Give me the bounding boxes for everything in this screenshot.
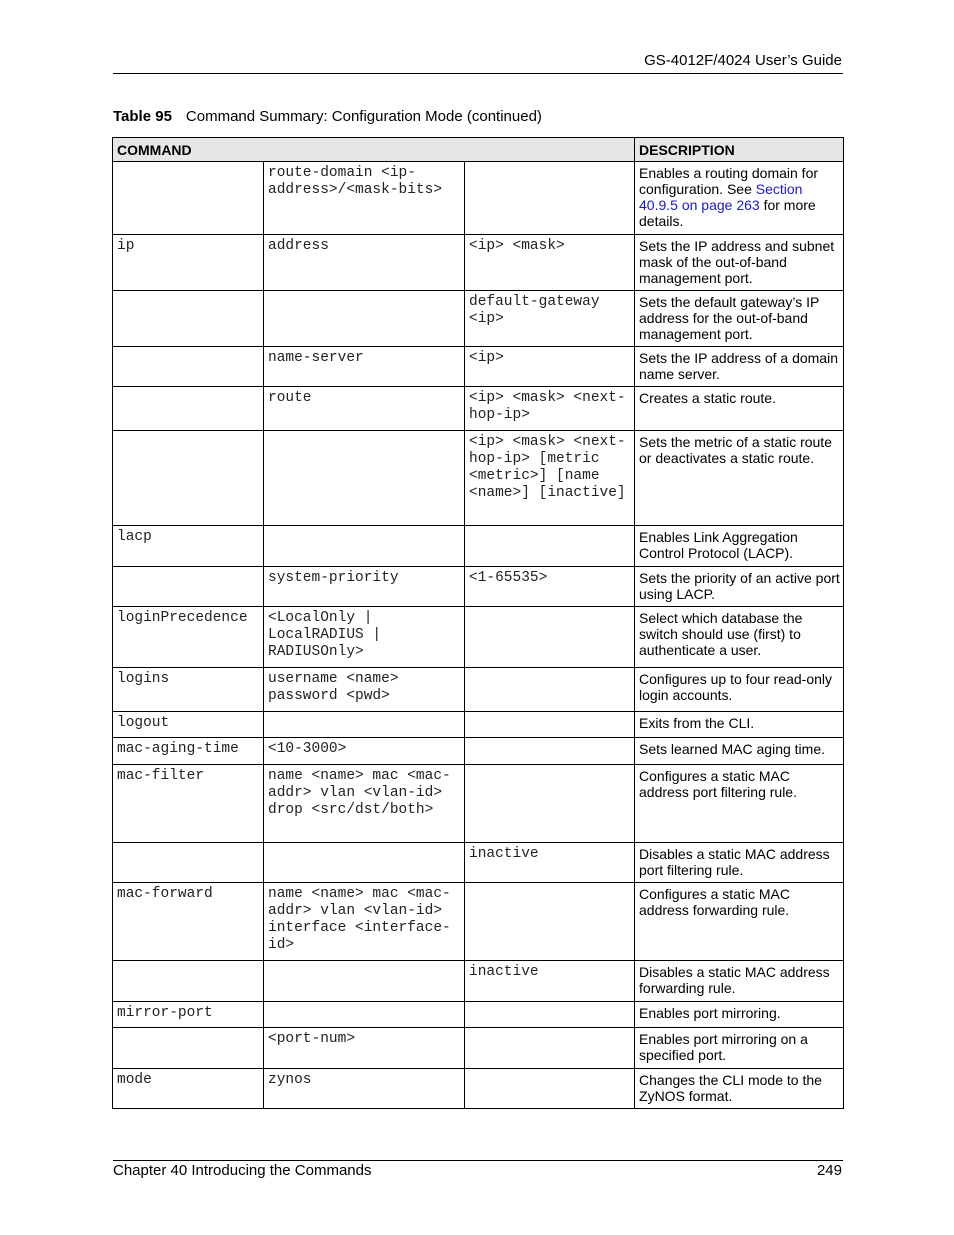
argument-cell [465, 883, 635, 961]
argument-cell: inactive [465, 961, 635, 1002]
description-cell: Changes the CLI mode to the ZyNOS format. [635, 1069, 844, 1109]
subcommand-cell: <10-3000> [264, 738, 465, 765]
command-cell [113, 291, 264, 347]
command-cell [113, 347, 264, 387]
command-cell [113, 567, 264, 607]
guide-title: GS-4012F/4024 User’s Guide [644, 52, 842, 69]
command-cell: mode [113, 1069, 264, 1109]
command-cell: lacp [113, 526, 264, 567]
description-cell: Configures up to four read-only login accounts. [635, 668, 844, 712]
footer-page-number: 249 [816, 1162, 842, 1179]
description-cell: Sets learned MAC aging time. [635, 738, 844, 765]
subcommand-cell: username <name> password <pwd> [264, 668, 465, 712]
argument-cell [465, 526, 635, 567]
table-row [113, 387, 844, 431]
command-cell [113, 843, 264, 883]
subcommand-cell: <port-num> [264, 1028, 465, 1069]
argument-cell [465, 765, 635, 843]
subcommand-cell: name <name> mac <mac-addr> vlan <vlan-id> interface <interface-id> [264, 883, 465, 961]
command-cell: mac-filter [113, 765, 264, 843]
description-cell: Enables port mirroring on a specified port. [635, 1028, 844, 1069]
table-row [113, 738, 844, 765]
command-cell: mirror-port [113, 1002, 264, 1028]
command-cell: mac-aging-time [113, 738, 264, 765]
command-summary-table [112, 137, 844, 1109]
footer-chapter: Chapter 40 Introducing the Commands [113, 1162, 372, 1179]
table-row [113, 567, 844, 607]
subcommand-cell: address [264, 235, 465, 291]
description-cell: Disables a static MAC address port filtering rule. [635, 843, 844, 883]
table-row [113, 843, 844, 883]
subcommand-cell [264, 1002, 465, 1028]
description-cell: Sets the default gateway’s IP address for the out-of-band management port. [635, 291, 844, 347]
description-cell: Disables a static MAC address forwarding rule. [635, 961, 844, 1002]
description-cell: Select which database the switch should use (first) to authenticate a user. [635, 607, 844, 668]
subcommand-cell: name <name> mac <mac-addr> vlan <vlan-id> drop <src/dst/both> [264, 765, 465, 843]
table-row [113, 765, 844, 843]
subcommand-cell [264, 431, 465, 526]
command-cell: ip [113, 235, 264, 291]
table-body [113, 162, 844, 1109]
subcommand-cell [264, 526, 465, 567]
table-row [113, 607, 844, 668]
header-description: DESCRIPTION [635, 138, 844, 162]
table-row [113, 235, 844, 291]
subcommand-cell [264, 291, 465, 347]
command-cell [113, 162, 264, 235]
description-cell: Configures a static MAC address port filtering rule. [635, 765, 844, 843]
argument-cell: <1-65535> [465, 567, 635, 607]
subcommand-cell: name-server [264, 347, 465, 387]
table-row [113, 712, 844, 738]
subcommand-cell: route [264, 387, 465, 431]
subcommand-cell [264, 712, 465, 738]
table-header-row [113, 138, 844, 162]
description-cell: Configures a static MAC address forwarding rule. [635, 883, 844, 961]
table-row [113, 162, 844, 235]
table-row [113, 1028, 844, 1069]
table-caption [113, 108, 542, 125]
argument-cell [465, 712, 635, 738]
header-rule [113, 73, 843, 74]
table-number: Table 95 [113, 108, 172, 125]
table-row [113, 883, 844, 961]
argument-cell: <ip> [465, 347, 635, 387]
command-cell: logins [113, 668, 264, 712]
command-cell [113, 431, 264, 526]
table-row [113, 526, 844, 567]
argument-cell: <ip> <mask> <next-hop-ip> [metric <metric>] [name <name>] [inactive] [465, 431, 635, 526]
argument-cell: <ip> <mask> <next-hop-ip> [465, 387, 635, 431]
argument-cell: <ip> <mask> [465, 235, 635, 291]
command-cell: logout [113, 712, 264, 738]
argument-cell [465, 162, 635, 235]
argument-cell [465, 1028, 635, 1069]
description-cell: Sets the IP address of a domain name server. [635, 347, 844, 387]
subcommand-cell: zynos [264, 1069, 465, 1109]
argument-cell: default-gateway <ip> [465, 291, 635, 347]
table-row [113, 347, 844, 387]
table-row [113, 1002, 844, 1028]
argument-cell: inactive [465, 843, 635, 883]
section-link[interactable]: Section 40.9.5 on page 263 [639, 181, 803, 213]
argument-cell [465, 738, 635, 765]
description-cell: Enables Link Aggregation Control Protocol (LACP). [635, 526, 844, 567]
table-row [113, 291, 844, 347]
description-text: Enables a routing domain for configuration. See [639, 165, 819, 197]
subcommand-cell: system-priority [264, 567, 465, 607]
table-row [113, 668, 844, 712]
description-cell: Exits from the CLI. [635, 712, 844, 738]
table-row [113, 431, 844, 526]
description-cell: Sets the metric of a static route or deactivates a static route. [635, 431, 844, 526]
argument-cell [465, 1069, 635, 1109]
subcommand-cell: <LocalOnly | LocalRADIUS | RADIUSOnly> [264, 607, 465, 668]
table-row [113, 1069, 844, 1109]
description-cell: Enables port mirroring. [635, 1002, 844, 1028]
command-cell [113, 387, 264, 431]
command-cell: mac-forward [113, 883, 264, 961]
subcommand-cell [264, 961, 465, 1002]
description-cell: Creates a static route. [635, 387, 844, 431]
argument-cell [465, 607, 635, 668]
argument-cell [465, 668, 635, 712]
subcommand-cell [264, 843, 465, 883]
subcommand-cell: route-domain <ip-address>/<mask-bits> [264, 162, 465, 235]
command-cell [113, 1028, 264, 1069]
description-cell: Sets the priority of an active port using LACP. [635, 567, 844, 607]
argument-cell [465, 1002, 635, 1028]
header-command: COMMAND [113, 138, 635, 162]
command-cell: loginPrecedence [113, 607, 264, 668]
command-cell [113, 961, 264, 1002]
description-cell [635, 162, 844, 235]
footer-rule [113, 1160, 843, 1161]
description-cell: Sets the IP address and subnet mask of the out-of-band management port. [635, 235, 844, 291]
description-text: for more details. [639, 197, 816, 229]
table-title: Command Summary: Configuration Mode (continued) [185, 108, 542, 125]
table-row [113, 961, 844, 1002]
